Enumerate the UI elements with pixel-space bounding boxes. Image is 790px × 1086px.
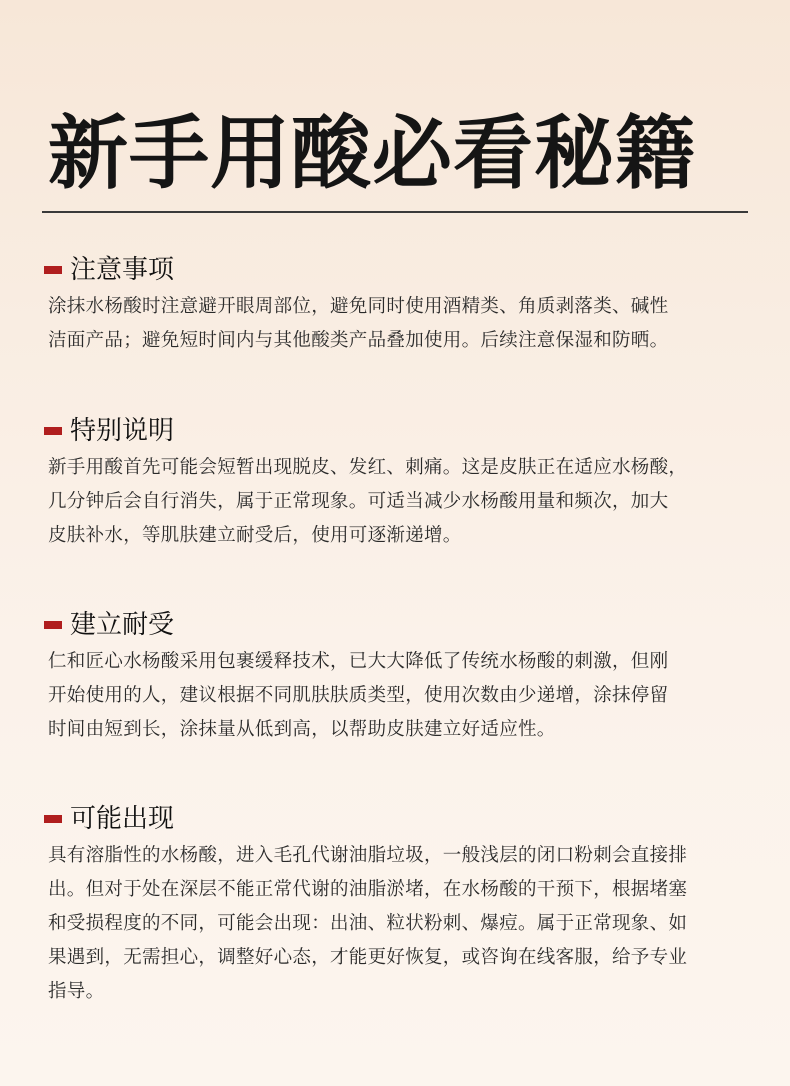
section-header [0, 801, 174, 837]
body-line: 果遇到，无需担心，调整好心态，才能更好恢复，或咨询在线客服，给予专业 [48, 947, 688, 968]
section-title: 可能出现 [70, 804, 175, 834]
body-line: 出。但对于处在深层不能正常代谢的油脂淤堵，在水杨酸的干预下，根据堵塞 [48, 879, 688, 900]
section-marker-icon [44, 266, 62, 274]
body-line: 开始使用的人，建议根据不同肌肤肤质类型，使用次数由少递增，涂抹停留 [48, 685, 669, 706]
section-marker-icon [44, 815, 62, 823]
body-line: 具有溶脂性的水杨酸，进入毛孔代谢油脂垃圾，一般浅层的闭口粉刺会直接排 [48, 845, 688, 866]
section-title: 注意事项 [70, 255, 175, 285]
body-line: 涂抹水杨酸时注意避开眼周部位，避免同时使用酒精类、角质剥落类、碱性 [48, 296, 669, 317]
page-title: 新手用酸必看秘籍 [48, 107, 696, 200]
section-body [48, 839, 760, 1009]
section-title: 建立耐受 [70, 610, 175, 640]
section-header [0, 413, 174, 449]
section-title: 特别说明 [70, 416, 175, 446]
body-line: 时间由短到长，涂抹量从低到高，以帮助皮肤建立好适应性。 [48, 719, 556, 740]
body-line: 几分钟后会自行消失，属于正常现象。可适当减少水杨酸用量和频次，加大 [48, 491, 669, 512]
title-divider [42, 211, 748, 213]
body-line: 和受损程度的不同，可能会出现：出油、粒状粉刺、爆痘。属于正常现象、如 [48, 913, 688, 934]
section-marker-icon [44, 621, 62, 629]
section-header [0, 252, 174, 288]
body-line: 指导。 [48, 981, 105, 1002]
section-body [48, 451, 760, 553]
section-body [48, 290, 760, 358]
body-line: 皮肤补水，等肌肤建立耐受后，使用可逐渐递增。 [48, 525, 462, 546]
body-line: 洁面产品；避免短时间内与其他酸类产品叠加使用。后续注意保湿和防晒。 [48, 330, 669, 351]
section-body [48, 645, 760, 747]
body-line: 仁和匠心水杨酸采用包裹缓释技术，已大大降低了传统水杨酸的刺激，但刚 [48, 651, 669, 672]
section-marker-icon [44, 427, 62, 435]
body-line: 新手用酸首先可能会短暂出现脱皮、发红、刺痛。这是皮肤正在适应水杨酸， [48, 457, 688, 478]
section-header [0, 607, 174, 643]
